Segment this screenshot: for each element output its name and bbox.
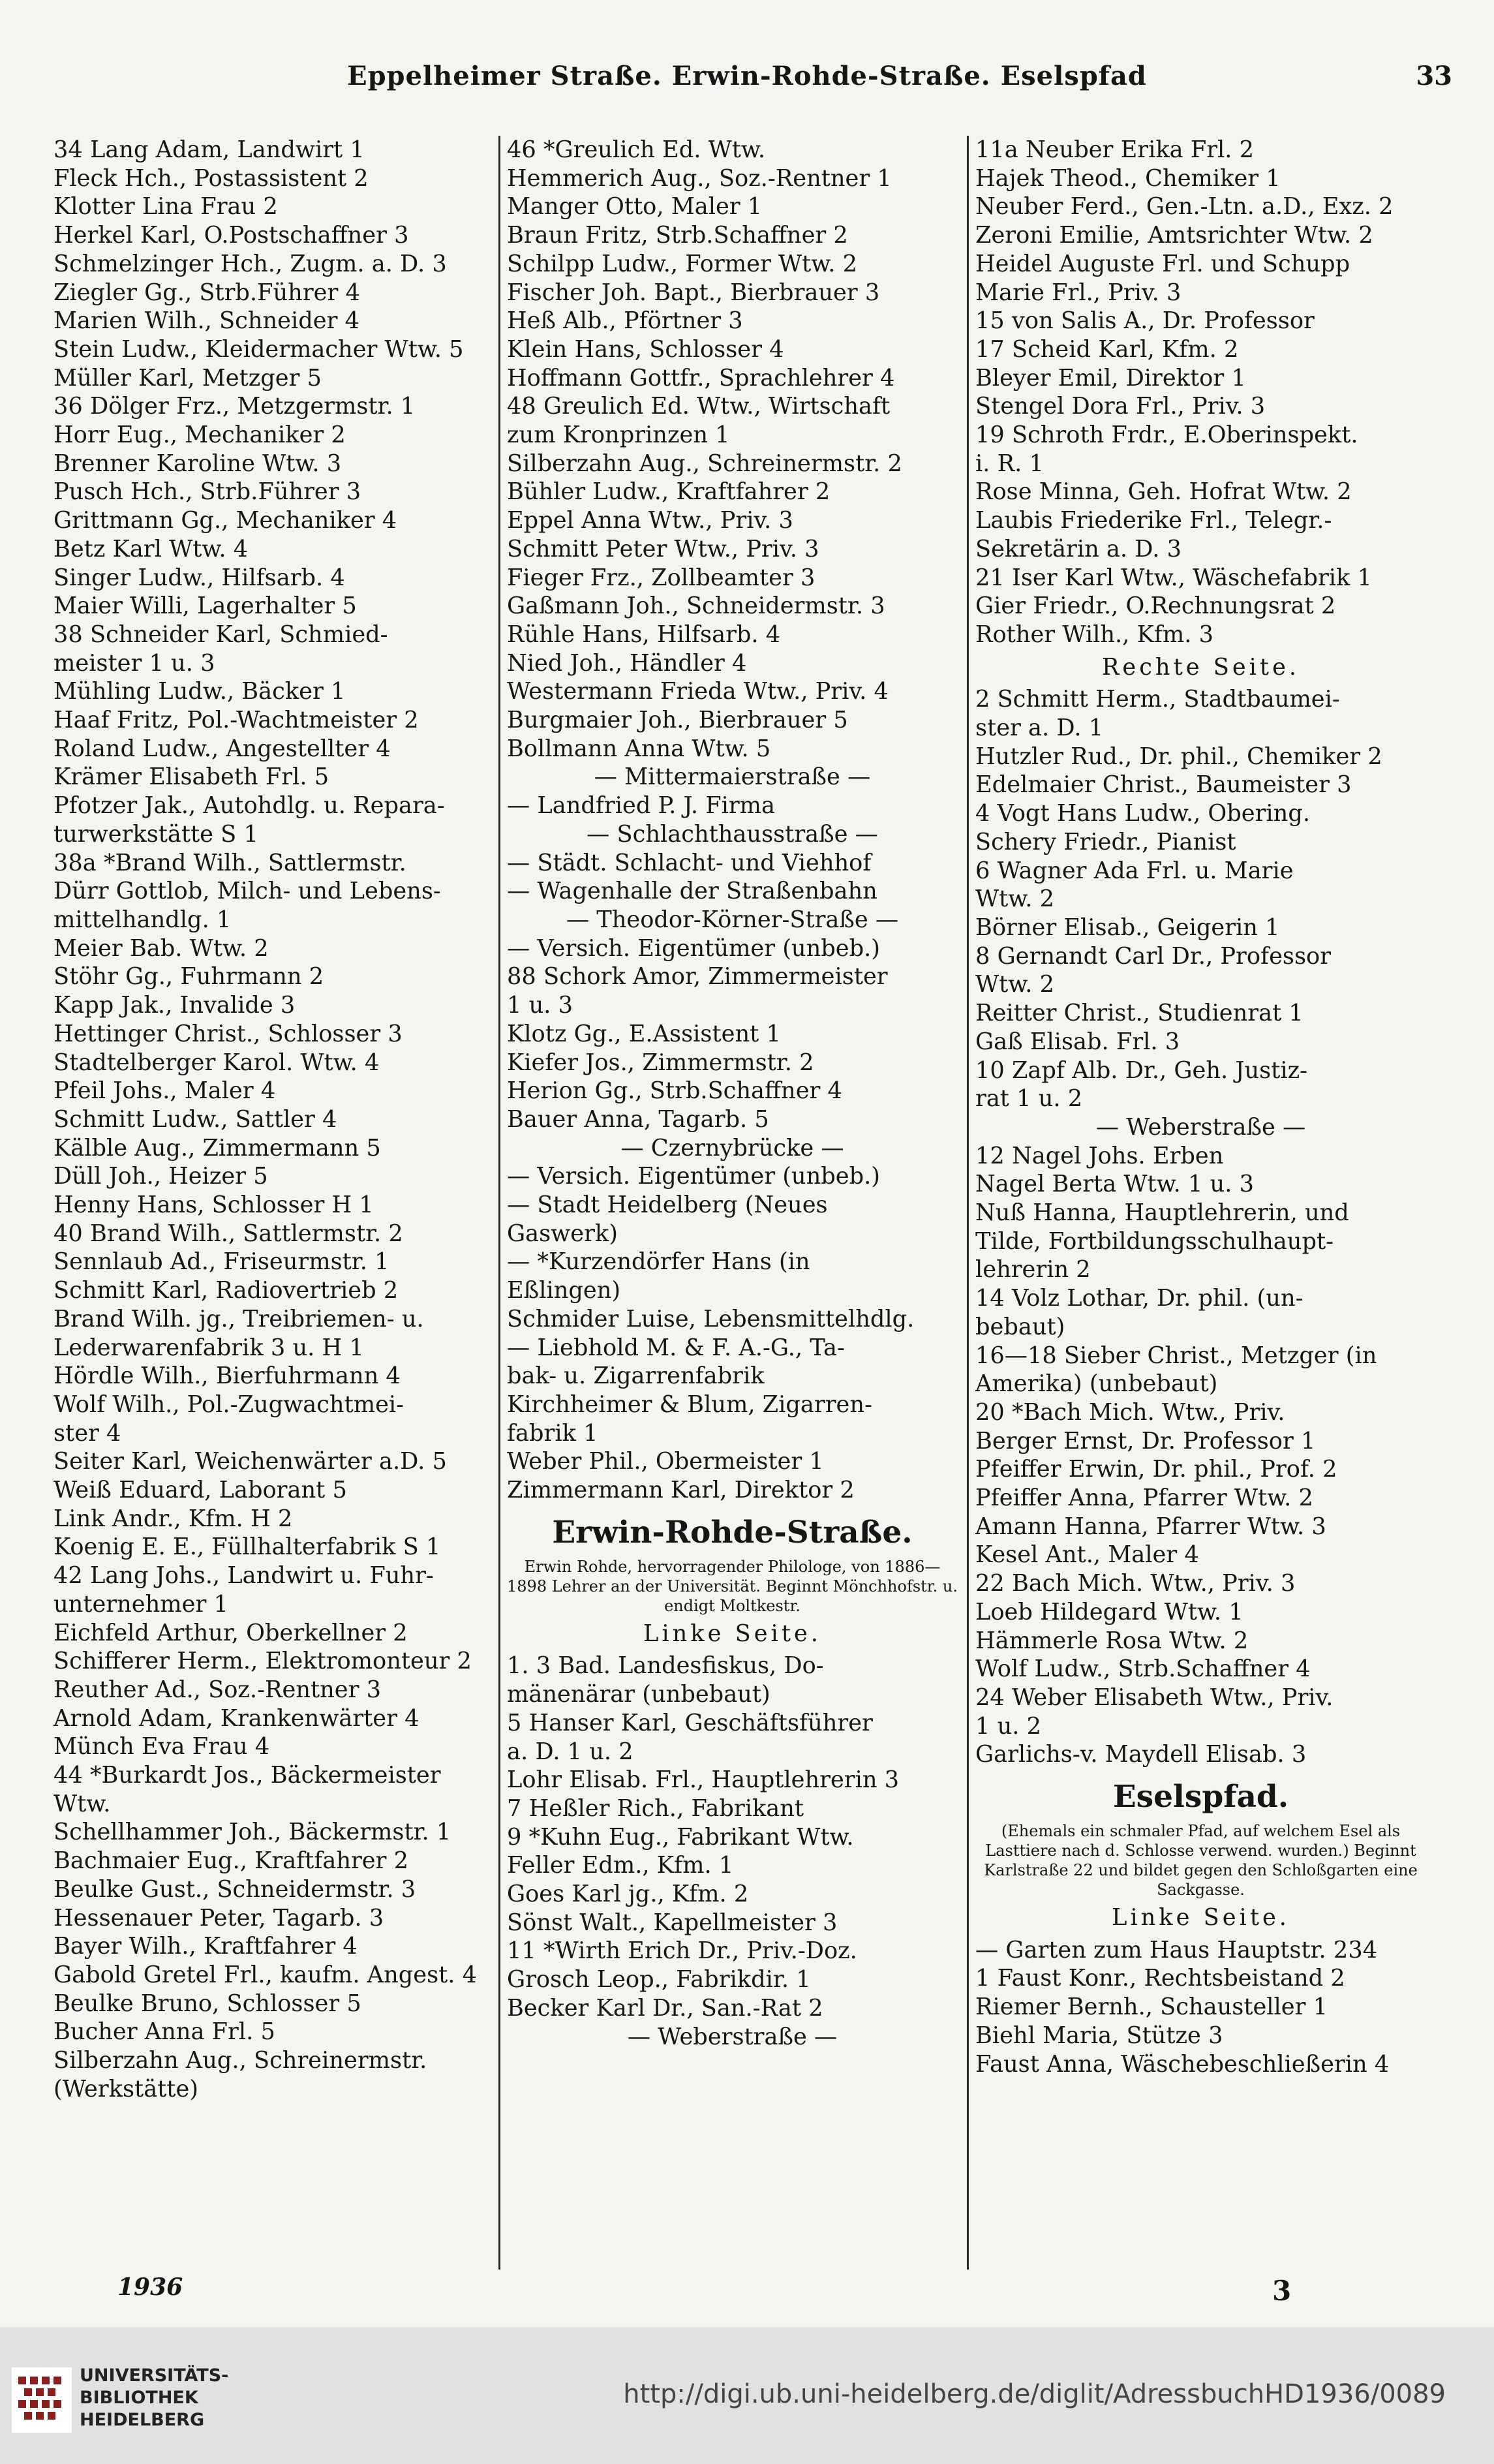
directory-entry: Zimmermann Karl, Direktor 2 <box>507 1477 855 1504</box>
directory-entry: Garlichs-v. Maydell Elisab. 3 <box>975 1741 1307 1768</box>
directory-entry: Fleck Hch., Postassistent 2 <box>53 164 369 192</box>
directory-entry: Gaßmann Joh., Schneidermstr. 3 <box>507 593 885 620</box>
directory-entry: Fischer Joh. Bapt., Bierbrauer 3 <box>507 279 880 306</box>
directory-entry: Klotter Lina Frau 2 <box>53 193 278 221</box>
directory-entry: Henny Hans, Schlosser H 1 <box>53 1192 374 1219</box>
directory-entry: Brenner Karoline Wtw. 3 <box>53 450 342 477</box>
directory-entry: Sennlaub Ad., Friseurmstr. 1 <box>53 1248 389 1276</box>
column-middle <box>500 136 969 2270</box>
directory-entry: 17 Scheid Karl, Kfm. 2 <box>975 335 1239 363</box>
directory-entry: Pfeiffer Erwin, Dr. phil., Prof. 2 <box>975 1456 1337 1483</box>
directory-entry: 9 *Kuhn Eug., Fabrikant Wtw. <box>507 1823 854 1851</box>
directory-entry: Beulke Bruno, Schlosser 5 <box>53 1990 361 2017</box>
directory-entry: bebaut) <box>975 1313 1065 1340</box>
directory-entry: Koenig E. E., Füllhalterfabrik S 1 <box>53 1533 441 1561</box>
directory-entry: Stein Ludw., Kleidermacher Wtw. 5 <box>53 335 464 363</box>
directory-entry: 21 Iser Karl Wtw., Wäschefabrik 1 <box>975 564 1372 591</box>
directory-entry: Stadtelberger Karol. Wtw. 4 <box>53 1049 380 1076</box>
directory-entry: — Landfried P. J. Firma <box>507 792 776 820</box>
directory-entry: Horr Eug., Mechaniker 2 <box>53 422 346 449</box>
directory-entry: Wtw. 2 <box>975 971 1055 998</box>
directory-entry: Gaswerk) <box>507 1220 618 1247</box>
directory-entry: 6 Wagner Ada Frl. u. Marie <box>975 857 1294 884</box>
directory-entry: Sekretärin a. D. 3 <box>975 535 1181 562</box>
directory-entry: Eßlingen) <box>507 1277 621 1304</box>
directory-entry: — Garten zum Haus Hauptstr. 234 <box>975 1936 1378 1964</box>
directory-entry: 2 Schmitt Herm., Stadtbaumei- <box>975 686 1340 713</box>
directory-entry: 19 Schroth Frdr., E.Oberinspekt. <box>975 422 1358 449</box>
directory-entry: 12 Nagel Johs. Erben <box>975 1142 1224 1169</box>
directory-entry: Wolf Ludw., Strb.Schaffner 4 <box>975 1656 1311 1683</box>
directory-entry: Herion Gg., Strb.Schaffner 4 <box>507 1077 842 1105</box>
directory-entry: unternehmer 1 <box>53 1590 228 1618</box>
directory-entry: Fieger Frz., Zollbeamter 3 <box>507 564 816 591</box>
print-year: 1936 <box>117 2273 183 2301</box>
directory-entry: Hessenauer Peter, Tagarb. 3 <box>53 1904 384 1932</box>
directory-entry: Tilde, Fortbildungsschulhaupt- <box>975 1227 1334 1255</box>
directory-entry: Heidel Auguste Frl. und Schupp <box>975 250 1350 277</box>
directory-entry: — Stadt Heidelberg (Neues <box>507 1192 828 1219</box>
directory-entry: Klein Hans, Schlosser 4 <box>507 335 784 363</box>
directory-entry: Wtw. 2 <box>975 886 1055 913</box>
side-label: Linke Seite. <box>1112 1904 1290 1932</box>
directory-entry: 38 Schneider Karl, Schmied- <box>53 621 388 648</box>
viewer-footer <box>0 2327 1494 2464</box>
directory-entry: Hemmerich Aug., Soz.-Rentner 1 <box>507 164 892 192</box>
directory-entry: Herkel Karl, O.Postschaffner 3 <box>53 222 409 249</box>
directory-entry: meister 1 u. 3 <box>53 649 215 677</box>
directory-entry: bak- u. Zigarrenfabrik <box>507 1363 765 1390</box>
directory-entry: Bleyer Emil, Direktor 1 <box>975 364 1246 392</box>
directory-entry: Lederwarenfabrik 3 u. H 1 <box>53 1334 364 1361</box>
directory-entry: 44 *Burkardt Jos., Bäckermeister <box>53 1762 441 1789</box>
directory-entry: fabrik 1 <box>507 1419 598 1447</box>
directory-entry: Berger Ernst, Dr. Professor 1 <box>975 1427 1316 1455</box>
directory-entry: Hajek Theod., Chemiker 1 <box>975 164 1281 192</box>
directory-entry: Edelmaier Christ., Baumeister 3 <box>975 771 1352 799</box>
page-number: 33 <box>1416 61 1452 91</box>
column-right <box>969 136 1435 2270</box>
directory-entry: Eppel Anna Wtw., Priv. 3 <box>507 507 793 534</box>
directory-entry: 1 u. 2 <box>975 1712 1041 1740</box>
directory-entry: 38a *Brand Wilh., Sattlermstr. <box>53 849 406 876</box>
directory-entry: 24 Weber Elisabeth Wtw., Priv. <box>975 1684 1334 1711</box>
directory-entry: Weiß Eduard, Laborant 5 <box>53 1477 347 1504</box>
side-label: Linke Seite. <box>643 1620 821 1647</box>
directory-entry: 5 Hanser Karl, Geschäftsführer <box>507 1709 873 1736</box>
directory-entry: Feller Edm., Kfm. 1 <box>507 1852 734 1879</box>
directory-entry: Eichfeld Arthur, Oberkellner 2 <box>53 1619 408 1646</box>
directory-entry: Rose Minna, Geh. Hofrat Wtw. 2 <box>975 478 1352 506</box>
directory-entry: i. R. 1 <box>975 450 1044 477</box>
directory-entry: Schmitt Ludw., Sattler 4 <box>53 1105 337 1133</box>
directory-entry: — Versich. Eigentümer (unbeb.) <box>507 1163 881 1190</box>
directory-entry: Kesel Ant., Maler 4 <box>975 1541 1199 1569</box>
directory-entry: Düll Joh., Heizer 5 <box>53 1163 268 1190</box>
directory-entry: Faust Anna, Wäschebeschließerin 4 <box>975 2050 1390 2078</box>
directory-entry: Link Andr., Kfm. H 2 <box>53 1505 293 1532</box>
directory-entry: Westermann Frieda Wtw., Priv. 4 <box>507 678 889 705</box>
directory-entry: Bauer Anna, Tagarb. 5 <box>507 1105 769 1133</box>
directory-entry: 46 *Greulich Ed. Wtw. <box>507 136 766 163</box>
directory-entry: Hutzler Rud., Dr. phil., Chemiker 2 <box>975 743 1382 770</box>
sheet-signature: 3 <box>1272 2275 1292 2307</box>
street-note: (Ehemals ein schmaler Pfad, auf welchem Esel als Lasttiere nach d. Schlosse verwend. wurden.) Beginnt Karlstraße 22 und bildet gegen den Schloßgarten eine Sackgasse. <box>984 1822 1418 1900</box>
page-header <box>37 51 1457 102</box>
directory-entry: Schmelzinger Hch., Zugm. a. D. 3 <box>53 250 447 277</box>
directory-entry: Börner Elisab., Geigerin 1 <box>975 914 1280 941</box>
cross-street: — Weberstraße — <box>627 2023 838 2050</box>
source-url[interactable]: http://digi.ub.uni-heidelberg.de/diglit/AdressbuchHD1936/0089 <box>623 2379 1446 2409</box>
directory-entry: 34 Lang Adam, Landwirt 1 <box>53 136 365 163</box>
directory-entry: 7 Heßler Rich., Fabrikant <box>507 1794 804 1822</box>
directory-entry: Marie Frl., Priv. 3 <box>975 279 1181 306</box>
directory-entry: 1 u. 3 <box>507 992 573 1019</box>
directory-entry: Grosch Leop., Fabrikdir. 1 <box>507 1966 811 1994</box>
directory-entry: Amann Hanna, Pfarrer Wtw. 3 <box>975 1513 1326 1540</box>
directory-entry: Nuß Hanna, Hauptlehrerin, und <box>975 1199 1349 1227</box>
directory-entry: Hoffmann Gottfr., Sprachlehrer 4 <box>507 364 895 392</box>
directory-entry: 48 Greulich Ed. Wtw., Wirtschaft <box>507 393 891 420</box>
directory-entry: Brand Wilh. jg., Treibriemen- u. <box>53 1305 424 1332</box>
directory-entry: lehrerin 2 <box>975 1256 1091 1284</box>
directory-entry: Bayer Wilh., Kraftfahrer 4 <box>53 1933 358 1960</box>
directory-entry: mittelhandlg. 1 <box>53 906 232 933</box>
directory-entry: Singer Ludw., Hilfsarb. 4 <box>53 564 345 591</box>
directory-entry: Gier Friedr., O.Rechnungsrat 2 <box>975 593 1336 620</box>
column-left <box>47 136 500 2270</box>
directory-entry: — Versich. Eigentümer (unbeb.) <box>507 934 881 962</box>
directory-entry: Krämer Elisabeth Frl. 5 <box>53 763 329 791</box>
cross-street: — Theodor-Körner-Straße — <box>566 906 899 933</box>
directory-entry: Münch Eva Frau 4 <box>53 1733 270 1761</box>
directory-entry: Wolf Wilh., Pol.-Zugwachtmei- <box>53 1391 404 1418</box>
directory-entry: 22 Bach Mich. Wtw., Priv. 3 <box>975 1570 1296 1597</box>
directory-entry: 40 Brand Wilh., Sattlermstr. 2 <box>53 1220 403 1247</box>
directory-entry: Burgmaier Joh., Bierbrauer 5 <box>507 707 848 734</box>
directory-entry: 20 *Bach Mich. Wtw., Priv. <box>975 1398 1285 1426</box>
directory-entry: Hämmerle Rosa Wtw. 2 <box>975 1627 1249 1654</box>
street-heading: Erwin-Rohde-Straße. <box>552 1514 913 1550</box>
directory-entry: Hettinger Christ., Schlosser 3 <box>53 1020 403 1047</box>
cross-street: — Schlachthausstraße — <box>587 820 878 848</box>
directory-entry: Schifferer Herm., Elektromonteur 2 <box>53 1648 472 1675</box>
directory-entry: Schmider Luise, Lebensmittelhdlg. <box>507 1305 915 1332</box>
directory-entry: Rother Wilh., Kfm. 3 <box>975 621 1214 648</box>
directory-entry: Grittmann Gg., Mechaniker 4 <box>53 507 397 534</box>
directory-columns <box>47 136 1435 2270</box>
directory-entry: Schery Friedr., Pianist <box>975 828 1236 855</box>
directory-entry: Dürr Gottlob, Milch- und Lebens- <box>53 878 441 905</box>
directory-entry: Kiefer Jos., Zimmermstr. 2 <box>507 1049 814 1076</box>
directory-entry: Bühler Ludw., Kraftfahrer 2 <box>507 478 831 506</box>
directory-entry: Pfeil Johs., Maler 4 <box>53 1077 276 1105</box>
directory-entry: Reitter Christ., Studienrat 1 <box>975 1000 1303 1027</box>
directory-entry: Nagel Berta Wtw. 1 u. 3 <box>975 1171 1254 1198</box>
directory-entry: 36 Dölger Frz., Metzgermstr. 1 <box>53 393 416 420</box>
library-name: UNIVERSITÄTS- BIBLIOTHEK HEIDELBERG <box>80 2365 229 2430</box>
directory-entry: — *Kurzendörfer Hans (in <box>507 1248 810 1276</box>
cross-street: — Mittermaierstraße — <box>594 763 871 791</box>
directory-entry: 15 von Salis A., Dr. Professor <box>975 307 1315 335</box>
directory-entry: Bollmann Anna Wtw. 5 <box>507 735 771 762</box>
directory-entry: 88 Schork Amor, Zimmermeister <box>507 963 888 991</box>
directory-entry: — Städt. Schlacht- und Viehhof <box>507 849 872 876</box>
directory-entry: Rühle Hans, Hilfsarb. 4 <box>507 621 781 648</box>
directory-entry: 1 Faust Konr., Rechtsbeistand 2 <box>975 1965 1345 1992</box>
directory-entry: Müller Karl, Metzger 5 <box>53 364 322 392</box>
street-note: Erwin Rohde, hervorragender Philologe, von 1886—1898 Lehrer an der Universität. Beginnt Mönchhofstr. u. endigt Moltkestr. <box>507 1557 958 1615</box>
directory-entry: Maier Willi, Lagerhalter 5 <box>53 593 357 620</box>
directory-entry: Pusch Hch., Strb.Führer 3 <box>53 478 361 506</box>
directory-entry: Heß Alb., Pförtner 3 <box>507 307 743 335</box>
directory-entry: Stengel Dora Frl., Priv. 3 <box>975 393 1266 420</box>
side-label: Rechte Seite. <box>1101 653 1300 681</box>
directory-entry: Schmitt Peter Wtw., Priv. 3 <box>507 535 819 562</box>
directory-entry: Neuber Ferd., Gen.-Ltn. a.D., Exz. 2 <box>975 193 1394 221</box>
directory-entry: Stöhr Gg., Fuhrmann 2 <box>53 963 324 991</box>
directory-entry: Ziegler Gg., Strb.Führer 4 <box>53 279 360 306</box>
cross-street: — Weberstraße — <box>1095 1113 1306 1141</box>
directory-entry: Kirchheimer & Blum, Zigarren- <box>507 1391 872 1418</box>
directory-entry: — Wagenhalle der Straßenbahn <box>507 878 877 905</box>
directory-entry: Sönst Walt., Kapellmeister 3 <box>507 1909 838 1936</box>
directory-entry: turwerkstätte S 1 <box>53 820 258 848</box>
directory-entry: 11a Neuber Erika Frl. 2 <box>975 136 1255 163</box>
directory-entry: Nied Joh., Händler 4 <box>507 649 747 677</box>
directory-entry: Hördle Wilh., Bierfuhrmann 4 <box>53 1363 401 1390</box>
directory-entry: Marien Wilh., Schneider 4 <box>53 307 359 335</box>
directory-entry: 4 Vogt Hans Ludw., Obering. <box>975 800 1311 827</box>
directory-entry: Becker Karl Dr., San.-Rat 2 <box>507 1994 823 2022</box>
directory-entry: Silberzahn Aug., Schreinermstr. 2 <box>507 450 902 477</box>
directory-entry: Manger Otto, Maler 1 <box>507 193 763 221</box>
directory-entry: Mühling Ludw., Bäcker 1 <box>53 678 346 705</box>
directory-entry: Weber Phil., Obermeister 1 <box>507 1448 824 1475</box>
directory-entry: Reuther Ad., Soz.-Rentner 3 <box>53 1676 382 1703</box>
directory-entry: Zeroni Emilie, Amtsrichter Wtw. 2 <box>975 222 1373 249</box>
directory-entry: ster a. D. 1 <box>975 715 1104 742</box>
directory-entry: Gabold Gretel Frl., kaufm. Angest. 4 <box>53 1962 478 1988</box>
directory-entry: (Werkstätte) <box>53 2075 198 2102</box>
street-heading: Eselspfad. <box>1112 1779 1289 1815</box>
directory-entry: 1. 3 Bad. Landesfiskus, Do- <box>507 1652 824 1680</box>
directory-entry: 11 *Wirth Erich Dr., Priv.-Doz. <box>507 1937 857 1965</box>
directory-entry: Goes Karl jg., Kfm. 2 <box>507 1881 749 1908</box>
directory-entry: Seiter Karl, Weichenwärter a.D. 5 <box>53 1448 447 1475</box>
directory-entry: 14 Volz Lothar, Dr. phil. (un- <box>975 1285 1303 1312</box>
directory-entry: 16—18 Sieber Christ., Metzger (in <box>975 1342 1377 1369</box>
directory-entry: zum Kronprinzen 1 <box>507 422 730 449</box>
directory-entry: Bucher Anna Frl. 5 <box>53 2018 275 2046</box>
library-logo-icon <box>12 2367 72 2433</box>
page-title: Eppelheimer Straße. Erwin-Rohde-Straße. Eselspfad <box>347 61 1147 91</box>
directory-entry: Kapp Jak., Invalide 3 <box>53 992 296 1019</box>
directory-entry: 8 Gernandt Carl Dr., Professor <box>975 942 1332 970</box>
directory-entry: Bachmaier Eug., Kraftfahrer 2 <box>53 1847 409 1875</box>
directory-entry: Silberzahn Aug., Schreinermstr. <box>53 2047 427 2074</box>
cross-street: — Czernybrücke — <box>620 1134 844 1162</box>
directory-entry: Lohr Elisab. Frl., Hauptlehrerin 3 <box>507 1766 900 1794</box>
directory-entry: Amerika) (unbebaut) <box>975 1370 1218 1398</box>
directory-entry: 42 Lang Johs., Landwirt u. Fuhr- <box>53 1562 434 1590</box>
directory-entry: Klotz Gg., E.Assistent 1 <box>507 1020 781 1047</box>
directory-entry: Braun Fritz, Strb.Schaffner 2 <box>507 222 848 249</box>
directory-entry: Riemer Bernh., Schausteller 1 <box>975 1994 1328 2021</box>
directory-entry: 10 Zapf Alb. Dr., Geh. Justiz- <box>975 1056 1308 1084</box>
directory-entry: Biehl Maria, Stütze 3 <box>975 2022 1223 2049</box>
directory-entry: Roland Ludw., Angestellter 4 <box>53 735 391 762</box>
directory-entry: Betz Karl Wtw. 4 <box>53 535 249 562</box>
directory-entry: rat 1 u. 2 <box>975 1085 1083 1113</box>
directory-entry: Beulke Gust., Schneidermstr. 3 <box>53 1875 416 1903</box>
directory-entry: a. D. 1 u. 2 <box>507 1738 633 1765</box>
directory-entry: Pfeiffer Anna, Pfarrer Wtw. 2 <box>975 1485 1313 1512</box>
directory-entry: Arnold Adam, Krankenwärter 4 <box>53 1704 419 1732</box>
directory-entry: Kälble Aug., Zimmermann 5 <box>53 1134 381 1162</box>
directory-entry: Gaß Elisab. Frl. 3 <box>975 1028 1180 1055</box>
directory-entry: ster 4 <box>53 1419 121 1447</box>
directory-entry: Laubis Friederike Frl., Telegr.- <box>975 507 1332 534</box>
directory-entry: Loeb Hildegard Wtw. 1 <box>975 1598 1243 1625</box>
directory-entry: Meier Bab. Wtw. 2 <box>53 934 269 962</box>
directory-entry: Wtw. <box>53 1790 111 1817</box>
directory-entry: — Liebhold M. & F. A.-G., Ta- <box>507 1334 845 1361</box>
directory-entry: Pfotzer Jak., Autohdlg. u. Repara- <box>53 792 445 820</box>
directory-entry: Schilpp Ludw., Former Wtw. 2 <box>507 250 857 277</box>
directory-entry: mänenärar (unbebaut) <box>507 1681 770 1708</box>
directory-entry: Schmitt Karl, Radiovertrieb 2 <box>53 1277 399 1304</box>
directory-entry: Schellhammer Joh., Bäckermstr. 1 <box>53 1819 451 1846</box>
directory-entry: Haaf Fritz, Pol.-Wachtmeister 2 <box>53 707 419 734</box>
